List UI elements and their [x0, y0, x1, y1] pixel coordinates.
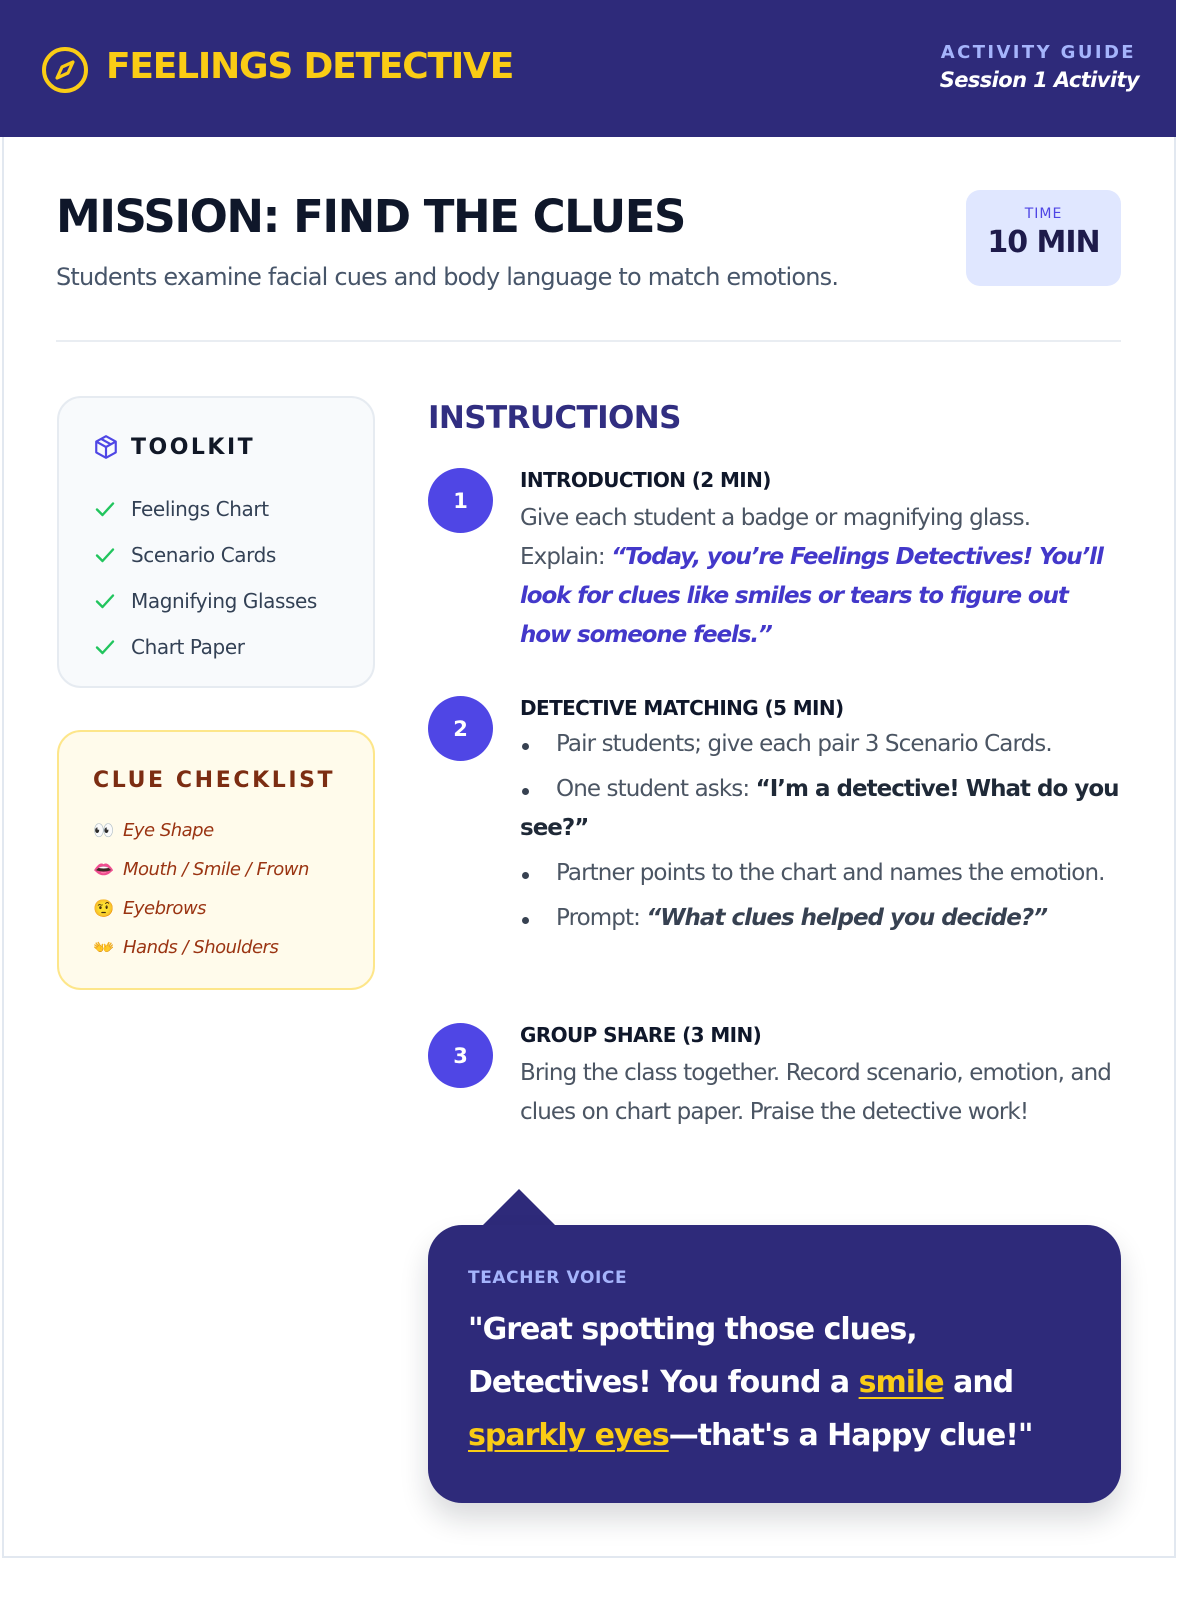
step-body	[520, 696, 1120, 944]
check-icon	[93, 589, 117, 613]
toolkit-item	[93, 578, 317, 624]
quote-part: and	[943, 1365, 1014, 1400]
bullet-text: Pair students; give each pair 3 Scenario Cards.	[556, 731, 1052, 757]
mouth-icon: 👄	[93, 859, 114, 880]
toolkit-list	[93, 486, 317, 670]
compass-icon	[40, 45, 90, 95]
teacher-voice-label: TEACHER VOICE	[468, 1268, 628, 1288]
brand-title: FEELINGS DETECTIVE	[106, 46, 514, 87]
step-body	[520, 468, 1120, 655]
check-icon	[93, 635, 117, 659]
page-header	[0, 0, 1176, 137]
open-hands-icon: 👐	[93, 937, 114, 958]
toolkit-card	[57, 396, 375, 688]
step-text	[520, 499, 1120, 655]
toolkit-item-label: Chart Paper	[131, 635, 245, 659]
cube-icon	[93, 434, 119, 460]
bullet-text: Prompt:	[556, 905, 647, 931]
step-number: 3	[428, 1023, 493, 1088]
check-icon	[93, 497, 117, 521]
clue-list	[93, 811, 309, 967]
step-text-body: Give each student a badge or magnifying glass. Explain:	[520, 505, 1031, 570]
bullet-item	[520, 725, 1120, 764]
clue-item-label: Eye Shape	[123, 820, 214, 841]
step-bullets	[520, 725, 1120, 938]
eyes-icon: 👀	[93, 820, 114, 841]
teacher-voice-quote	[468, 1303, 1098, 1462]
time-label: TIME	[1024, 206, 1063, 222]
clue-item-label: Eyebrows	[123, 898, 207, 919]
step-number: 2	[428, 696, 493, 761]
clue-item	[93, 889, 309, 928]
time-badge	[966, 190, 1121, 286]
toolkit-item-label: Feelings Chart	[131, 497, 269, 521]
clue-item	[93, 850, 309, 889]
bullet-item	[520, 770, 1120, 848]
toolkit-item	[93, 486, 317, 532]
quote-part: "Great spotting those clues, Detectives! You found a	[468, 1312, 917, 1400]
toolkit-item	[93, 532, 317, 578]
step-text: Bring the class together. Record scenario, emotion, and clues on chart paper. Praise the detective work!	[520, 1060, 1111, 1125]
step-body	[520, 1023, 1120, 1132]
page-title: MISSION: FIND THE CLUES	[56, 190, 685, 243]
clue-item-label: Hands / Shoulders	[123, 937, 279, 958]
instructions-title: INSTRUCTIONS	[428, 400, 681, 436]
toolkit-item-label: Magnifying Glasses	[131, 589, 317, 613]
toolkit-item-label: Scenario Cards	[131, 543, 276, 567]
session-label: Session 1 Activity	[939, 68, 1139, 92]
clue-checklist-title: CLUE CHECKLIST	[93, 768, 336, 793]
quote-part: —that's a Happy clue!"	[668, 1418, 1033, 1453]
time-value: 10 MIN	[987, 225, 1100, 260]
step-heading: DETECTIVE MATCHING (5 MIN)	[520, 696, 844, 720]
clue-item-label: Mouth / Smile / Frown	[123, 859, 309, 880]
toolkit-item	[93, 624, 317, 670]
bullet-item	[520, 899, 1120, 938]
step-heading: GROUP SHARE (3 MIN)	[520, 1023, 762, 1047]
toolkit-header	[93, 434, 255, 460]
bullet-text: One student asks:	[556, 776, 756, 802]
bullet-item	[520, 854, 1120, 893]
check-icon	[93, 543, 117, 567]
raised-eyebrow-icon: 🤨	[93, 898, 114, 919]
step-heading: INTRODUCTION (2 MIN)	[520, 468, 771, 492]
step-quote: “Today, you’re Feelings Detectives! You’ll look for clues like smiles or tears to figure out how someone feels.”	[520, 544, 1103, 648]
quote-highlight: sparkly eyes	[468, 1418, 669, 1453]
teacher-voice-bubble	[428, 1225, 1121, 1503]
bullet-text: Partner points to the chart and names the emotion.	[556, 860, 1105, 886]
bullet-strong: “I’m a detective! What do you see?”	[520, 776, 1119, 841]
section-divider	[56, 340, 1121, 342]
page-subtitle: Students examine facial cues and body language to match emotions.	[56, 263, 839, 291]
step-number: 1	[428, 468, 493, 533]
clue-checklist-card	[57, 730, 375, 990]
speech-bubble-tail	[482, 1189, 556, 1226]
bullet-em: “What clues helped you decide?”	[646, 905, 1048, 931]
quote-highlight: smile	[858, 1365, 944, 1400]
toolkit-title: TOOLKIT	[131, 434, 256, 460]
clue-item	[93, 928, 309, 967]
clue-item	[93, 811, 309, 850]
header-kicker: ACTIVITY GUIDE	[940, 42, 1136, 63]
